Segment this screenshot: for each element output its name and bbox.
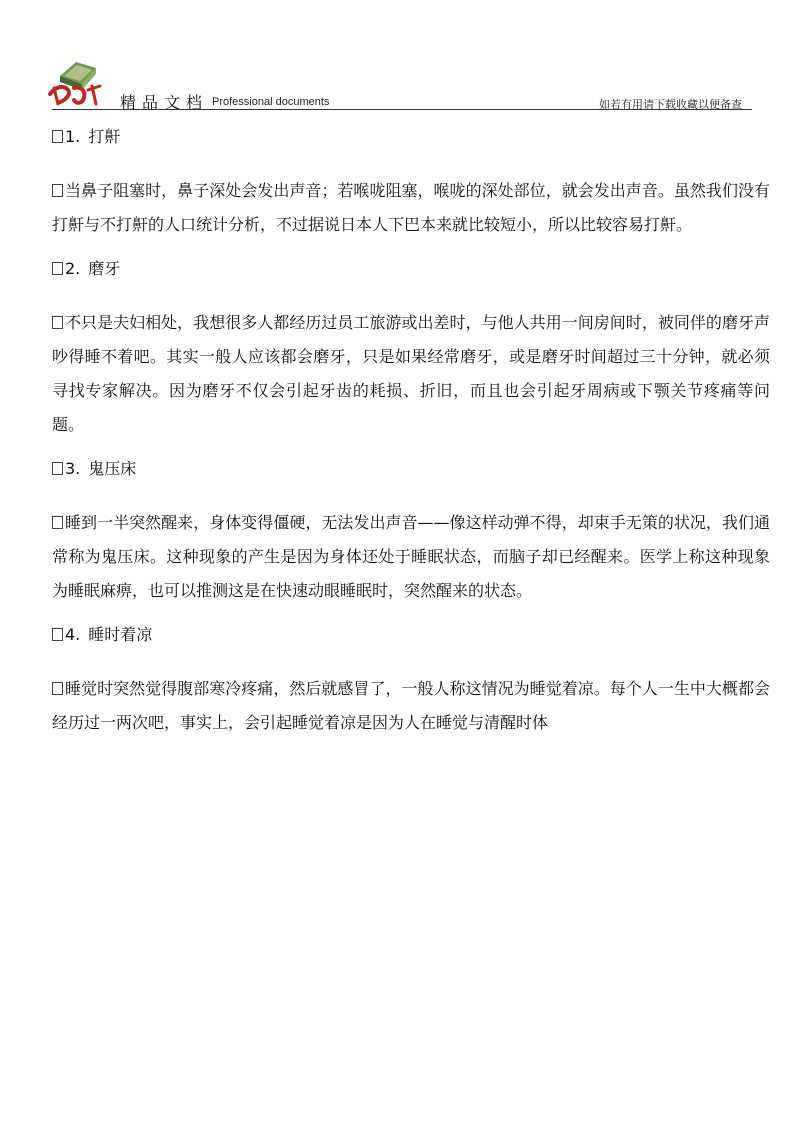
section-number: 3. [65,459,81,478]
paragraph-text: 当鼻子阻塞时，鼻子深处会发出声音；若喉咙阻塞，喉咙的深处部位，就会发出声音。虽然我们没有打鼾与不打鼾的人口统计分析，不过据说日本人下巴本来就比较短小，所以比较容易打鼾。 [52,181,770,234]
section-title: 鬼压床 [88,459,137,478]
section-number: 1. [65,127,81,146]
section-heading [52,124,770,150]
checkbox-glyph-icon [52,682,63,695]
header-subtitle: Professional documents [212,96,330,108]
paragraph-text: 睡觉时突然觉得腹部寒冷疼痛，然后就感冒了，一般人称这情况为睡觉着凉。每个人一生中大概都会经历过一两次吧，事实上，会引起睡觉着凉是因为人在睡觉与清醒时体 [52,679,770,732]
paragraph-text: 不只是夫妇相处，我想很多人都经历过员工旅游或出差时，与他人共用一间房间时，被同伴的磨牙声吵得睡不着吧。其实一般人应该都会磨牙，只是如果经常磨牙，或是磨牙时间超过三十分钟，就必须寻找专家解决。因为磨牙不仅会引起牙齿的耗损、折旧，而且也会引起牙周病或下颚关节疼痛等问题。 [52,313,770,434]
section-title: 磨牙 [88,259,121,278]
section-title: 睡时着凉 [88,625,153,644]
section-paragraph [52,306,770,442]
section-number: 4. [65,625,81,644]
checkbox-glyph-icon [52,628,63,641]
checkbox-glyph-icon [52,516,63,529]
section-heading [52,256,770,282]
section-paragraph [52,174,770,242]
page-header [0,0,794,112]
document-body [52,124,770,754]
section-heading [52,456,770,482]
header-title: 精品文档 [120,93,209,112]
section-number: 2. [65,259,81,278]
checkbox-glyph-icon [52,462,63,475]
checkbox-glyph-icon [52,130,63,143]
header-download-note: 如若有用请下载收藏以便备查 [599,98,742,111]
paragraph-text: 睡到一半突然醒来，身体变得僵硬，无法发出声音——像这样动弹不得，却束手无策的状况，我们通常称为鬼压床。这种现象的产生是因为身体还处于睡眠状态，而脑子却已经醒来。医学上称这种现象为睡眠麻痹，也可以推测这是在快速动眼睡眠时，突然醒来的状态。 [52,513,770,600]
logo [46,52,106,108]
section-paragraph [52,506,770,608]
checkbox-glyph-icon [52,316,63,329]
header-divider [52,109,752,110]
checkbox-glyph-icon [52,262,63,275]
section-paragraph [52,672,770,740]
section-title: 打鼾 [88,127,121,146]
book-logo-icon [46,52,106,108]
checkbox-glyph-icon [52,184,63,197]
section-heading [52,622,770,648]
